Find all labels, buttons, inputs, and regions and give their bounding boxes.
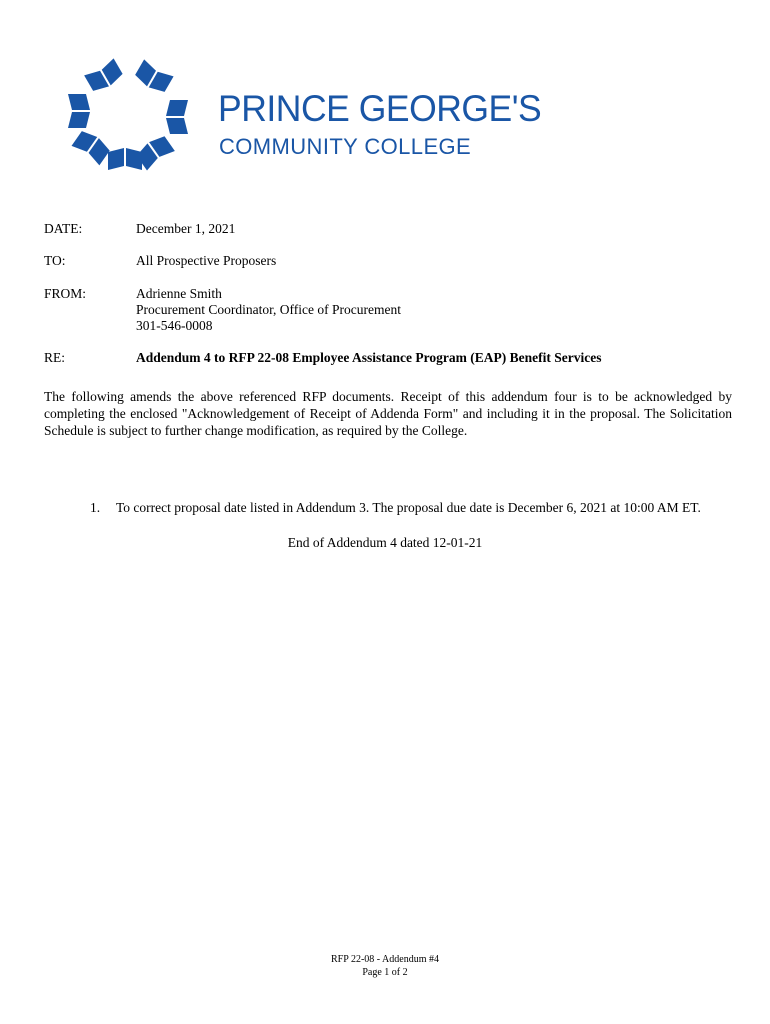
logo-title: PRINCE GEORGE'S	[218, 88, 542, 129]
page-footer	[0, 953, 770, 979]
logo-subtitle: COMMUNITY COLLEGE	[219, 134, 472, 159]
list-item-text: To correct proposal date listed in Addendum 3. The proposal due date is December 6, 2021 at 10:00 AM ET.	[116, 500, 701, 515]
to-label: TO:	[44, 253, 66, 268]
college-logo-icon	[58, 56, 198, 176]
footer-page-number: Page 1 of 2	[362, 967, 408, 978]
from-name: Adrienne Smith	[136, 286, 222, 301]
end-note: End of Addendum 4 dated 12-01-21	[287, 535, 483, 550]
from-value	[136, 286, 401, 334]
footer-rfp: RFP 22-08 - Addendum #4	[331, 954, 439, 965]
from-label: FROM:	[44, 286, 87, 301]
list-item-number: 1.	[90, 500, 101, 515]
from-phone: 301-546-0008	[136, 318, 213, 333]
re-value: Addendum 4 to RFP 22-08 Employee Assistance Program (EAP) Benefit Services	[136, 350, 602, 365]
re-label: RE:	[44, 350, 66, 365]
from-title: Procurement Coordinator, Office of Procurement	[136, 302, 402, 317]
date-value: December 1, 2021	[136, 221, 236, 236]
intro-paragraph: The following amends the above referenced RFP documents. Receipt of this addendum four is to be acknowledged by completing the enclosed "Acknowledgement of Receipt of Addenda Form" and including it in the proposal. The Solicitation Schedule is subject to further change modification, as required by the College.	[44, 389, 732, 438]
to-value: All Prospective Proposers	[136, 253, 277, 268]
date-label: DATE:	[44, 221, 83, 236]
